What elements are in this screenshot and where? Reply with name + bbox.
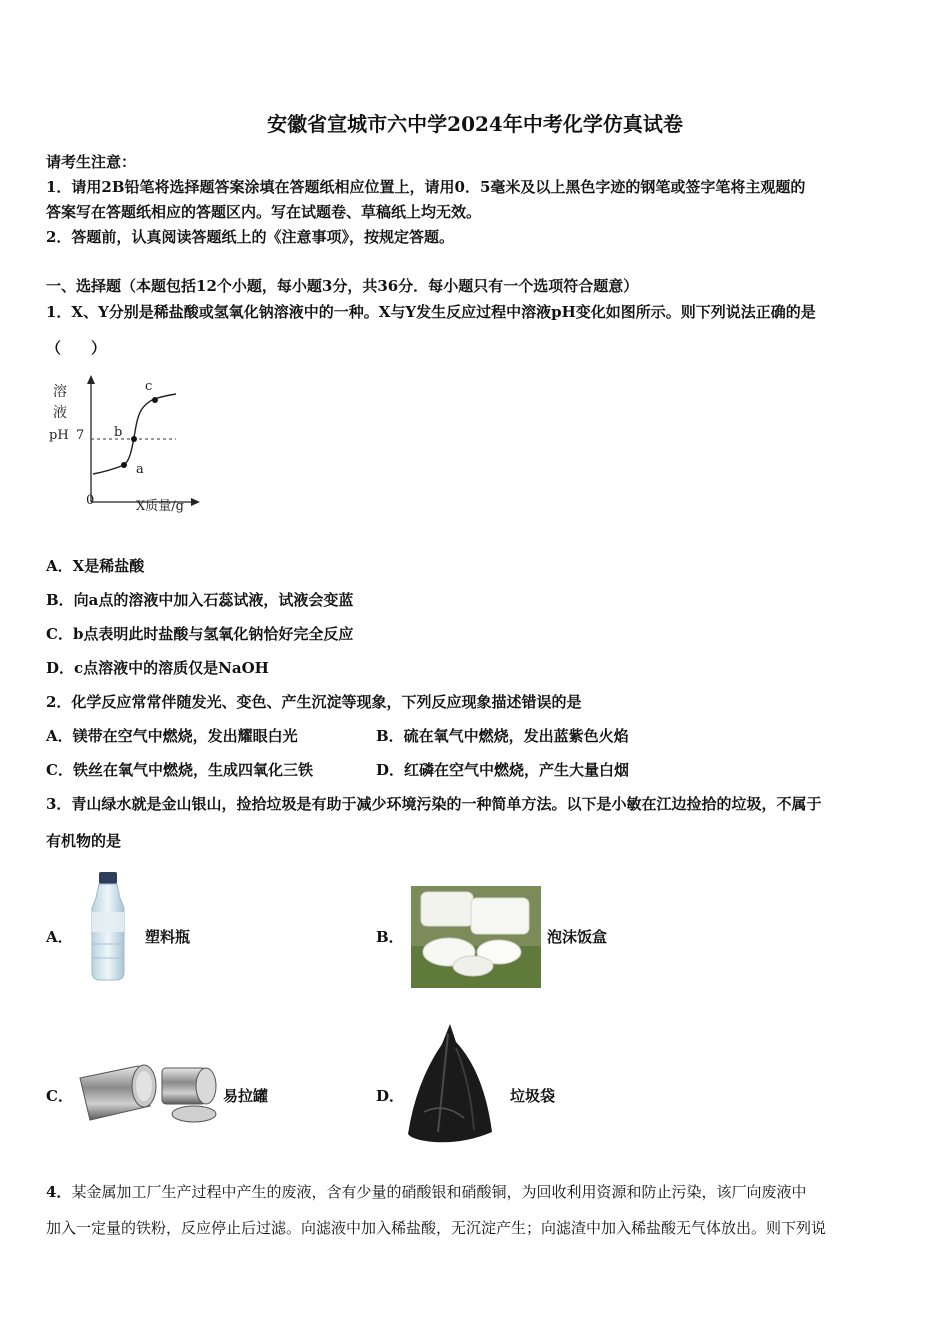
q3-option-b-letter: B． (376, 928, 404, 946)
q3-option-a-letter: A． (46, 928, 73, 946)
q2-option-b: B．硫在氧气中燃烧，发出蓝紫色火焰 (376, 727, 629, 745)
notice-line-1: 1．请用2B铅笔将选择题答案涂填在答题纸相应位置上，请用0．5毫米及以上黑色字迹的钢笔或签字笔将主观题的 (46, 178, 806, 196)
q1-stem: 1．X、Y分别是稀盐酸或氢氧化钠溶液中的一种。X与Y发生反应过程中溶液pH变化如图所示。则下列说法正确的是 (46, 303, 816, 321)
q4-text-line-2: 加入一定量的铁粉，反应停止后过滤。向滤液中加入稀盐酸，无沉淀产生；向滤渣中加入稀盐酸无气体放出。则下列说 (46, 1219, 827, 1237)
point-b-label: b (114, 425, 123, 440)
q3-option-c-text: 易拉罐 (223, 1087, 269, 1105)
q4-line-1 (46, 1182, 806, 1202)
q3-stem-line-2: 有机物的是 (46, 832, 122, 850)
q3-option-b-text: 泡沫饭盒 (547, 928, 608, 946)
x-axis-arrow (191, 498, 200, 506)
cans-image (76, 1060, 220, 1126)
q1-option-d: D．c点溶液中的溶质仅是NaOH (46, 659, 269, 677)
x-axis-label: X质量/g (136, 499, 184, 514)
q1-answer-paren: （ ） (46, 339, 107, 357)
origin-label: 0 (86, 493, 95, 508)
garbage-bag-image (404, 1022, 496, 1146)
q1-option-c: C．b点表明此时盐酸与氢氧化钠恰好完全反应 (46, 625, 354, 643)
y-label-char-1: 溶 (53, 384, 67, 400)
notice-line-2: 答案写在答题纸相应的答题区内。写在试题卷、草稿纸上均无效。 (46, 203, 482, 221)
plastic-bottle-image (80, 868, 136, 984)
q3-stem-line-1: 3．青山绿水就是金山银山，捡拾垃圾是有助于减少环境污染的一种简单方法。以下是小敏在江边捡拾的垃圾，不属于 (46, 795, 822, 813)
page-title: 安徽省宣城市六中学2024年中考化学仿真试卷 (267, 112, 683, 136)
notice-line-3: 2．答题前，认真阅读答题纸上的《注意事项》，按规定答题。 (46, 228, 454, 246)
q1-option-a: A．X是稀盐酸 (46, 557, 145, 575)
tick-7: 7 (76, 428, 85, 443)
point-a (121, 462, 127, 468)
q3-option-d-text: 垃圾袋 (510, 1087, 556, 1105)
foam-lunchbox-image (411, 886, 541, 988)
y-label-char-3: pH (49, 428, 69, 443)
q3-option-d-letter: D． (376, 1087, 405, 1105)
q3-option-c-letter: C． (46, 1087, 73, 1105)
q2-option-c: C．铁丝在氧气中燃烧，生成四氧化三铁 (46, 761, 313, 779)
point-b (131, 436, 137, 442)
q3-option-a-text: 塑料瓶 (145, 928, 191, 946)
y-label-char-2: 液 (53, 405, 67, 421)
notice-heading: 请考生注意： (46, 153, 137, 171)
point-a-label: a (136, 462, 144, 477)
section-heading: 一、选择题（本题包括12个小题，每小题3分，共36分．每小题只有一个选项符合题意） (46, 277, 639, 295)
q1-ph-graph (44, 372, 214, 522)
point-c (152, 397, 158, 403)
ph-curve (93, 394, 176, 474)
q4-number: 4． (46, 1183, 72, 1201)
point-c-label: c (145, 379, 153, 394)
q2-stem: 2．化学反应常常伴随发光、变色、产生沉淀等现象，下列反应现象描述错误的是 (46, 693, 582, 711)
q1-option-b: B．向a点的溶液中加入石蕊试液，试液会变蓝 (46, 591, 354, 609)
q2-option-d: D．红磷在空气中燃烧，产生大量白烟 (376, 761, 630, 779)
q2-option-a: A．镁带在空气中燃烧，发出耀眼白光 (46, 727, 298, 745)
y-axis-arrow (87, 375, 95, 384)
q4-text-line-1: 某金属加工厂生产过程中产生的废液，含有少量的硝酸银和硝酸铜，为回收利用资源和防止污染，该厂向废液中 (71, 1183, 807, 1201)
